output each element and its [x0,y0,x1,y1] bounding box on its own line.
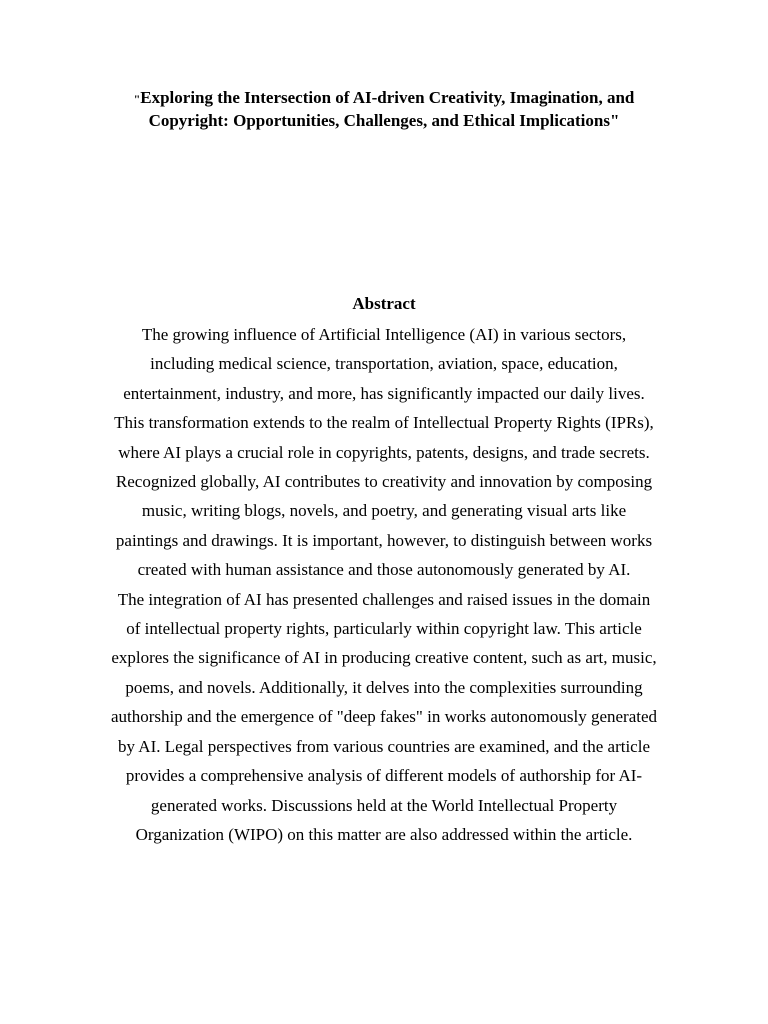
abstract-line: paintings and drawings. It is important, however, to distinguish between works [115,530,653,550]
title-line-1: Exploring the Intersection of AI-driven Creativity, Imagination, and [140,88,635,107]
abstract-line: music, writing blogs, novels, and poetry, and generating visual arts like [141,501,627,521]
title-line-2: Copyright: Opportunities, Challenges, and Ethical Implications" [148,111,620,130]
abstract-line: Organization (WIPO) on this matter are also addressed within the article. [135,824,633,844]
abstract-line: authorship and the emergence of "deep fakes" in works autonomously generated [110,707,658,727]
abstract-heading: Abstract [352,294,416,313]
abstract-paragraph-2 [88,585,680,850]
abstract-line: entertainment, industry, and more, has significantly impacted our daily lives. [123,383,645,403]
abstract-line: The integration of AI has presented challenges and raised issues in the domain [117,589,651,609]
abstract-line: generated works. Discussions held at the World Intellectual Property [150,795,618,815]
abstract-line: created with human assistance and those autonomously generated by AI. [137,560,631,580]
abstract-line: poems, and novels. Additionally, it delves into the complexities surrounding [125,677,643,697]
abstract-line: provides a comprehensive analysis of different models of authorship for AI- [125,766,643,786]
paper-title [100,87,668,131]
abstract-line: by AI. Legal perspectives from various countries are examined, and the article [118,736,650,756]
abstract-line: The growing influence of Artificial Intelligence (AI) in various sectors, [141,325,627,344]
abstract-paragraph-1 [88,320,680,585]
abstract-line: This transformation extends to the realm of Intellectual Property Rights (IPRs), [114,413,654,433]
abstract-line: where AI plays a crucial role in copyrights, patents, designs, and trade secrets. [118,442,650,462]
abstract-line: explores the significance of AI in producing creative content, such as art, music, [111,648,657,668]
title-open-quote: " [133,92,141,106]
abstract-line: Recognized globally, AI contributes to creativity and innovation by composing [115,472,653,492]
abstract-line: of intellectual property rights, particularly within copyright law. This article [126,619,642,639]
abstract-body [88,320,680,849]
abstract-line: including medical science, transportation, aviation, space, education, [150,354,618,374]
